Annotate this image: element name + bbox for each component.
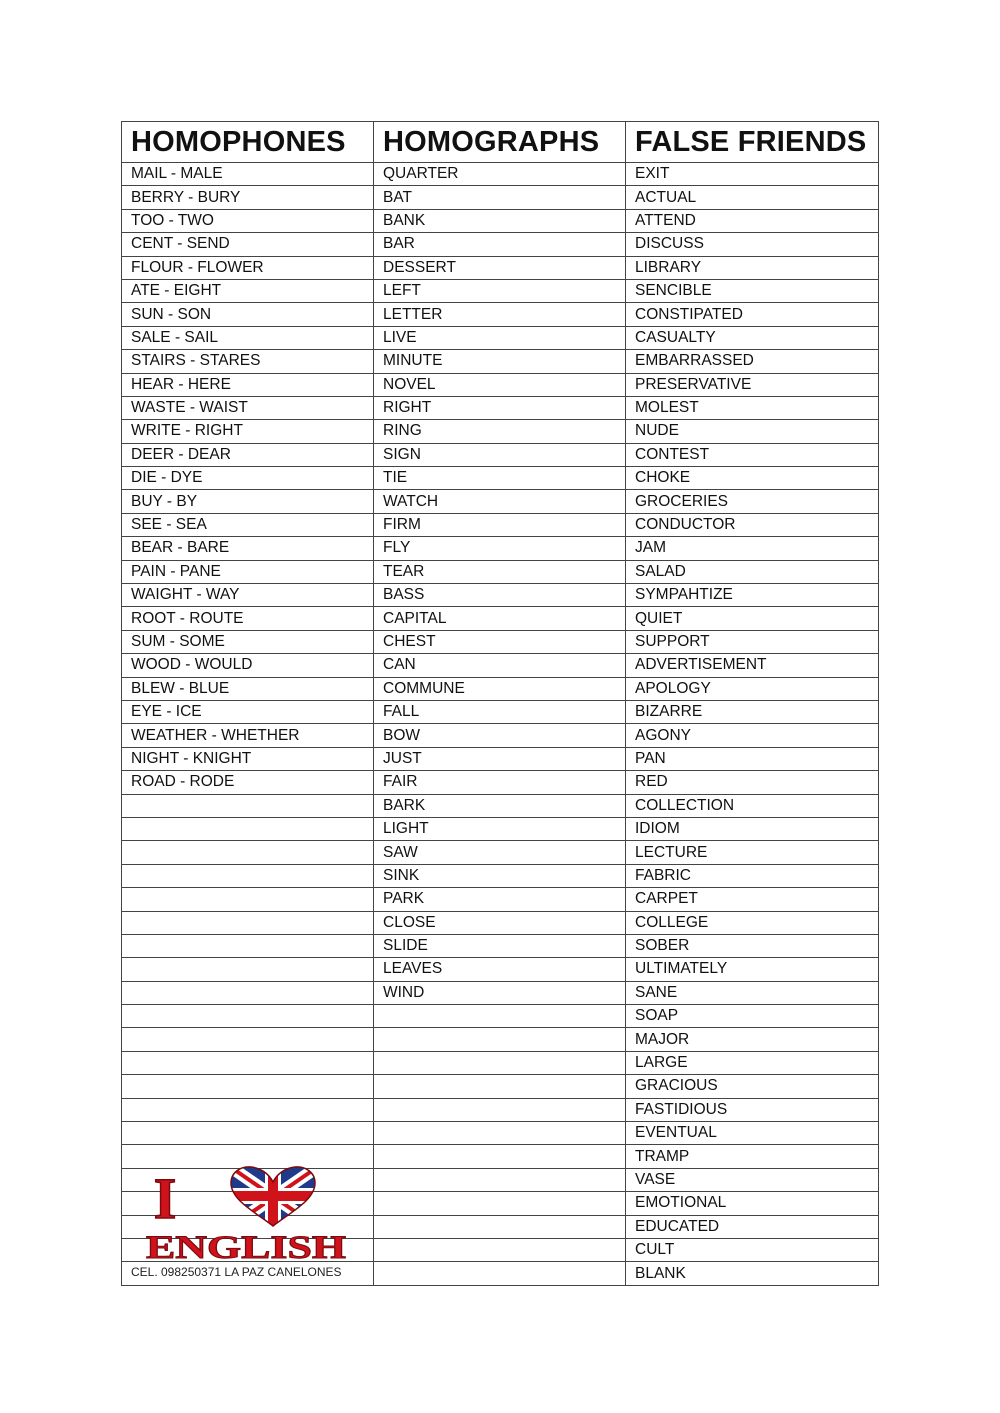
homophone-cell bbox=[122, 1028, 374, 1051]
table-row bbox=[122, 326, 879, 349]
homophone-cell bbox=[122, 1075, 374, 1098]
homograph-cell: JUST bbox=[374, 747, 626, 770]
false-friend-cell: CONTEST bbox=[626, 443, 879, 466]
homograph-cell bbox=[374, 1098, 626, 1121]
table-row bbox=[122, 1051, 879, 1074]
homophone-cell: WAIGHT - WAY bbox=[122, 584, 374, 607]
false-friend-cell: BLANK bbox=[626, 1262, 879, 1285]
table-row bbox=[122, 233, 879, 256]
false-friend-cell: SOAP bbox=[626, 1005, 879, 1028]
homophone-cell: WOOD - WOULD bbox=[122, 654, 374, 677]
homograph-cell bbox=[374, 1238, 626, 1261]
homograph-cell: WATCH bbox=[374, 490, 626, 513]
table-row bbox=[122, 584, 879, 607]
false-friend-cell: AGONY bbox=[626, 724, 879, 747]
homograph-cell: FALL bbox=[374, 700, 626, 723]
logo-letter-i: I bbox=[153, 1166, 177, 1231]
table-row bbox=[122, 1122, 879, 1145]
table-row bbox=[122, 1145, 879, 1168]
false-friend-cell: LECTURE bbox=[626, 841, 879, 864]
false-friend-cell: GRACIOUS bbox=[626, 1075, 879, 1098]
table-row bbox=[122, 888, 879, 911]
table-row bbox=[122, 654, 879, 677]
false-friend-cell: CASUALTY bbox=[626, 326, 879, 349]
homograph-cell: LIGHT bbox=[374, 817, 626, 840]
false-friend-cell: TRAMP bbox=[626, 1145, 879, 1168]
homograph-cell: CHEST bbox=[374, 630, 626, 653]
table-row bbox=[122, 443, 879, 466]
homophone-cell bbox=[122, 864, 374, 887]
homophone-cell: ROOT - ROUTE bbox=[122, 607, 374, 630]
false-friend-cell: CONSTIPATED bbox=[626, 303, 879, 326]
table-row bbox=[122, 513, 879, 536]
table-row bbox=[122, 607, 879, 630]
false-friend-cell: ADVERTISEMENT bbox=[626, 654, 879, 677]
table-row bbox=[122, 1075, 879, 1098]
table-row bbox=[122, 1192, 879, 1215]
table-row bbox=[122, 958, 879, 981]
homophone-cell: SALE - SAIL bbox=[122, 326, 374, 349]
homograph-cell bbox=[374, 1145, 626, 1168]
header-row bbox=[122, 122, 879, 163]
homophone-cell bbox=[122, 794, 374, 817]
table-row bbox=[122, 1238, 879, 1261]
homograph-cell: MINUTE bbox=[374, 350, 626, 373]
homophone-cell: BUY - BY bbox=[122, 490, 374, 513]
vocabulary-sheet bbox=[121, 121, 878, 1286]
homograph-cell: BAT bbox=[374, 186, 626, 209]
table-row bbox=[122, 560, 879, 583]
table-row bbox=[122, 279, 879, 302]
false-friend-cell: MOLEST bbox=[626, 396, 879, 419]
homograph-cell: RIGHT bbox=[374, 396, 626, 419]
table-row bbox=[122, 817, 879, 840]
false-friend-cell: SALAD bbox=[626, 560, 879, 583]
homophone-cell: SUM - SOME bbox=[122, 630, 374, 653]
table-row bbox=[122, 794, 879, 817]
homophone-cell bbox=[122, 888, 374, 911]
homophone-cell: STAIRS - STARES bbox=[122, 350, 374, 373]
false-friend-cell: CARPET bbox=[626, 888, 879, 911]
table-row bbox=[122, 747, 879, 770]
false-friend-cell: RED bbox=[626, 771, 879, 794]
table-row bbox=[122, 303, 879, 326]
homophone-cell: NIGHT - KNIGHT bbox=[122, 747, 374, 770]
false-friend-cell: SENCIBLE bbox=[626, 279, 879, 302]
homograph-cell: BOW bbox=[374, 724, 626, 747]
homograph-cell: BANK bbox=[374, 209, 626, 232]
table-row bbox=[122, 911, 879, 934]
false-friend-cell: EMBARRASSED bbox=[626, 350, 879, 373]
false-friend-cell: SUPPORT bbox=[626, 630, 879, 653]
table-row bbox=[122, 841, 879, 864]
homograph-cell bbox=[374, 1122, 626, 1145]
table-row bbox=[122, 373, 879, 396]
false-friend-cell: ACTUAL bbox=[626, 186, 879, 209]
homograph-cell: COMMUNE bbox=[374, 677, 626, 700]
homophone-cell: DEER - DEAR bbox=[122, 443, 374, 466]
homograph-cell: FIRM bbox=[374, 513, 626, 536]
homograph-cell: FAIR bbox=[374, 771, 626, 794]
false-friend-cell: PAN bbox=[626, 747, 879, 770]
false-friend-cell: COLLEGE bbox=[626, 911, 879, 934]
false-friend-cell: EDUCATED bbox=[626, 1215, 879, 1238]
homophone-cell bbox=[122, 1051, 374, 1074]
table-row bbox=[122, 864, 879, 887]
homophone-cell: SUN - SON bbox=[122, 303, 374, 326]
homophone-cell bbox=[122, 1122, 374, 1145]
false-friend-cell: GROCERIES bbox=[626, 490, 879, 513]
homophone-cell bbox=[122, 817, 374, 840]
homograph-cell: SLIDE bbox=[374, 934, 626, 957]
table-row bbox=[122, 467, 879, 490]
homograph-cell: CAN bbox=[374, 654, 626, 677]
homophone-cell: CENT - SEND bbox=[122, 233, 374, 256]
homograph-cell: CAPITAL bbox=[374, 607, 626, 630]
logo-word-english: ENGLISH bbox=[146, 1230, 347, 1262]
homograph-cell bbox=[374, 1168, 626, 1191]
table-row bbox=[122, 163, 879, 186]
homophone-cell: BEAR - BARE bbox=[122, 537, 374, 560]
table-row bbox=[122, 396, 879, 419]
false-friend-cell: ATTEND bbox=[626, 209, 879, 232]
table-row bbox=[122, 490, 879, 513]
homograph-cell bbox=[374, 1005, 626, 1028]
table-row bbox=[122, 630, 879, 653]
homograph-cell bbox=[374, 1215, 626, 1238]
false-friend-cell: CHOKE bbox=[626, 467, 879, 490]
homograph-cell: DESSERT bbox=[374, 256, 626, 279]
homophone-cell bbox=[122, 1145, 374, 1168]
table-row bbox=[122, 256, 879, 279]
table-row bbox=[122, 537, 879, 560]
table-row bbox=[122, 420, 879, 443]
homophone-cell bbox=[122, 1238, 374, 1261]
homograph-cell: SAW bbox=[374, 841, 626, 864]
homophone-cell: TOO - TWO bbox=[122, 209, 374, 232]
contact-info: CEL. 098250371 LA PAZ CANELONES bbox=[131, 1265, 342, 1279]
false-friend-cell: MAJOR bbox=[626, 1028, 879, 1051]
false-friend-cell: EMOTIONAL bbox=[626, 1192, 879, 1215]
vocabulary-table bbox=[121, 121, 879, 1286]
homophone-cell: BERRY - BURY bbox=[122, 186, 374, 209]
homophone-cell bbox=[122, 1098, 374, 1121]
homograph-cell: LEAVES bbox=[374, 958, 626, 981]
homophone-cell: DIE - DYE bbox=[122, 467, 374, 490]
table-row bbox=[122, 677, 879, 700]
homograph-cell: CLOSE bbox=[374, 911, 626, 934]
false-friend-cell: NUDE bbox=[626, 420, 879, 443]
homophone-cell: PAIN - PANE bbox=[122, 560, 374, 583]
homograph-cell bbox=[374, 1051, 626, 1074]
homophone-cell: MAIL - MALE bbox=[122, 163, 374, 186]
homophone-cell bbox=[122, 911, 374, 934]
header-homophones: HOMOPHONES bbox=[122, 122, 374, 163]
table-row bbox=[122, 981, 879, 1004]
table-row bbox=[122, 1098, 879, 1121]
table-row bbox=[122, 209, 879, 232]
false-friend-cell: FABRIC bbox=[626, 864, 879, 887]
false-friend-cell: IDIOM bbox=[626, 817, 879, 840]
table-row bbox=[122, 1215, 879, 1238]
homograph-cell: LIVE bbox=[374, 326, 626, 349]
homograph-cell: BARK bbox=[374, 794, 626, 817]
false-friend-cell: LIBRARY bbox=[626, 256, 879, 279]
homograph-cell: LEFT bbox=[374, 279, 626, 302]
false-friend-cell: FASTIDIOUS bbox=[626, 1098, 879, 1121]
homophone-cell: WRITE - RIGHT bbox=[122, 420, 374, 443]
homograph-cell: QUARTER bbox=[374, 163, 626, 186]
false-friend-cell: COLLECTION bbox=[626, 794, 879, 817]
homophone-cell: WASTE - WAIST bbox=[122, 396, 374, 419]
false-friend-cell: VASE bbox=[626, 1168, 879, 1191]
false-friend-cell: EXIT bbox=[626, 163, 879, 186]
table-row bbox=[122, 724, 879, 747]
homophone-cell: BLEW - BLUE bbox=[122, 677, 374, 700]
homograph-cell: PARK bbox=[374, 888, 626, 911]
homophone-cell: EYE - ICE bbox=[122, 700, 374, 723]
table-row bbox=[122, 934, 879, 957]
homophone-cell: HEAR - HERE bbox=[122, 373, 374, 396]
homograph-cell bbox=[374, 1262, 626, 1285]
false-friend-cell: SOBER bbox=[626, 934, 879, 957]
homograph-cell: SIGN bbox=[374, 443, 626, 466]
homograph-cell: RING bbox=[374, 420, 626, 443]
header-homographs: HOMOGRAPHS bbox=[374, 122, 626, 163]
homophone-cell bbox=[122, 1168, 374, 1191]
homograph-cell bbox=[374, 1075, 626, 1098]
homograph-cell: LETTER bbox=[374, 303, 626, 326]
homograph-cell: FLY bbox=[374, 537, 626, 560]
homophone-cell bbox=[122, 934, 374, 957]
homophone-cell bbox=[122, 1215, 374, 1238]
table-row bbox=[122, 1168, 879, 1191]
homograph-cell: NOVEL bbox=[374, 373, 626, 396]
homograph-cell: SINK bbox=[374, 864, 626, 887]
table-row bbox=[122, 1028, 879, 1051]
false-friend-cell: PRESERVATIVE bbox=[626, 373, 879, 396]
homophone-cell: ATE - EIGHT bbox=[122, 279, 374, 302]
false-friend-cell: CONDUCTOR bbox=[626, 513, 879, 536]
homograph-cell: TEAR bbox=[374, 560, 626, 583]
homograph-cell: TIE bbox=[374, 467, 626, 490]
homograph-cell bbox=[374, 1192, 626, 1215]
homophone-cell: ROAD - RODE bbox=[122, 771, 374, 794]
false-friend-cell: BIZARRE bbox=[626, 700, 879, 723]
homograph-cell: BAR bbox=[374, 233, 626, 256]
false-friend-cell: QUIET bbox=[626, 607, 879, 630]
table-row bbox=[122, 350, 879, 373]
false-friend-cell: EVENTUAL bbox=[626, 1122, 879, 1145]
homophone-cell bbox=[122, 1192, 374, 1215]
homophone-cell bbox=[122, 1005, 374, 1028]
homophone-cell: FLOUR - FLOWER bbox=[122, 256, 374, 279]
homograph-cell bbox=[374, 1028, 626, 1051]
false-friend-cell: CULT bbox=[626, 1238, 879, 1261]
homophone-cell bbox=[122, 841, 374, 864]
false-friend-cell: DISCUSS bbox=[626, 233, 879, 256]
homophone-cell: WEATHER - WHETHER bbox=[122, 724, 374, 747]
false-friend-cell: SANE bbox=[626, 981, 879, 1004]
false-friend-cell: SYMPAHTIZE bbox=[626, 584, 879, 607]
homophone-cell: SEE - SEA bbox=[122, 513, 374, 536]
table-row bbox=[122, 700, 879, 723]
table-body bbox=[122, 163, 879, 1286]
table-row bbox=[122, 771, 879, 794]
homograph-cell: BASS bbox=[374, 584, 626, 607]
homograph-cell: WIND bbox=[374, 981, 626, 1004]
table-row bbox=[122, 186, 879, 209]
false-friend-cell: LARGE bbox=[626, 1051, 879, 1074]
homophone-cell bbox=[122, 958, 374, 981]
false-friend-cell: JAM bbox=[626, 537, 879, 560]
homophone-cell bbox=[122, 981, 374, 1004]
header-false-friends: FALSE FRIENDS bbox=[626, 122, 879, 163]
false-friend-cell: ULTIMATELY bbox=[626, 958, 879, 981]
table-row bbox=[122, 1005, 879, 1028]
false-friend-cell: APOLOGY bbox=[626, 677, 879, 700]
